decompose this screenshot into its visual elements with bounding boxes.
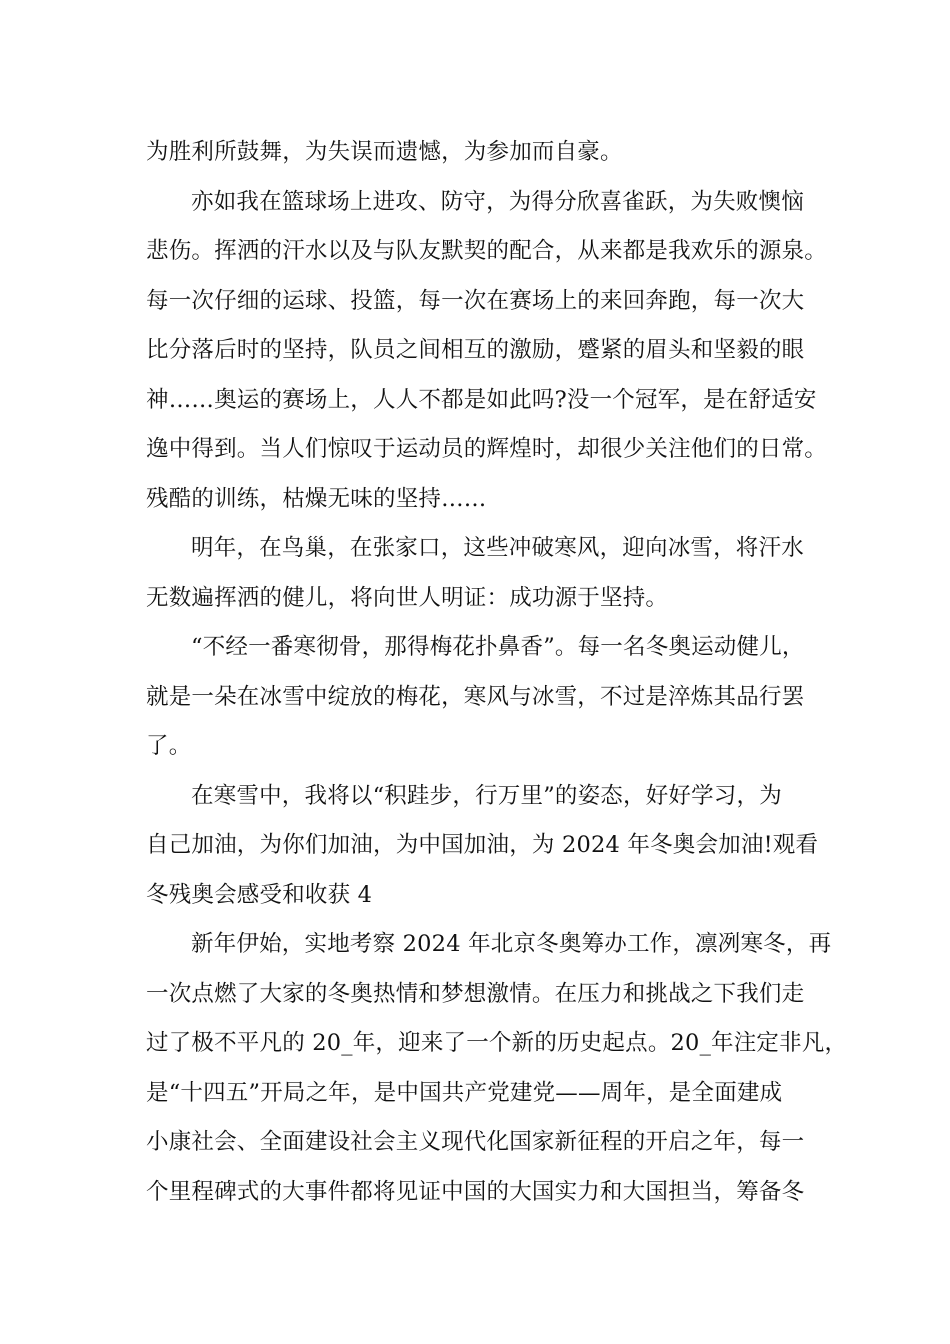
text-line-7: 逸中得到。当人们惊叹于运动员的辉煌时，却很少关注他们的日常。 (146, 436, 828, 462)
text-line-13: 了。 (146, 733, 192, 759)
body-text (146, 128, 848, 1217)
text-line-18: 一次点燃了大家的冬奥热情和梦想激情。在压力和挑战之下我们走 (146, 980, 805, 1007)
text-line-1: 为胜利所鼓舞，为失误而遗憾，为参加而自豪。 (146, 139, 623, 165)
text-line-20: 是“十四五”开局之年，是中国共产党建党——周年，是全面建成 (146, 1079, 783, 1106)
text-line-17: 新年伊始，实地考察 2024 年北京冬奥筹办工作，凛冽寒冬，再 (191, 931, 832, 957)
text-line-6: 神……奥运的赛场上，人人不都是如此吗?没一个冠军，是在舒适安 (146, 386, 817, 413)
text-line-12: 就是一朵在冰雪中绽放的梅花，寒风与冰雪，不过是淬炼其品行罢 (146, 683, 805, 710)
text-line-22: 个里程碑式的大事件都将见证中国的大国实力和大国担当，筹备冬 (146, 1178, 805, 1205)
text-line-16: 冬残奥会感受和收获 4 (146, 881, 373, 908)
text-line-8: 残酷的训练，枯燥无味的坚持…… (146, 485, 487, 512)
text-line-19: 过了极不平凡的 20_年，迎来了一个新的历史起点。20_年注定非凡， (146, 1030, 848, 1056)
text-line-4: 每一次仔细的运球、投篮，每一次在赛场上的来回奔跑，每一次大 (146, 287, 805, 314)
text-line-10: 无数遍挥洒的健儿，将向世人明证：成功源于坚持。 (146, 584, 669, 611)
text-line-14: 在寒雪中，我将以“积跬步，行万里”的姿态，好好学习，为 (191, 782, 782, 809)
text-line-9: 明年，在鸟巢，在张家口，这些冲破寒风，迎向冰雪，将汗水 (191, 535, 804, 561)
text-line-15: 自己加油，为你们加油，为中国加油，为 2024 年冬奥会加油!观看 (146, 832, 819, 858)
text-line-21: 小康社会、全面建设社会主义现代化国家新征程的开启之年，每一 (146, 1129, 805, 1155)
text-line-11: “不经一番寒彻骨，那得梅花扑鼻香”。每一名冬奥运动健儿， (191, 634, 805, 660)
text-line-2: 亦如我在篮球场上进攻、防守，为得分欣喜雀跃，为失败懊恼 (191, 188, 804, 215)
text-line-5: 比分落后时的坚持，队员之间相互的激励，蹙紧的眉头和坚毅的眼 (146, 337, 805, 363)
text-line-3: 悲伤。挥洒的汗水以及与队友默契的配合，从来都是我欢乐的源泉。 (146, 238, 828, 264)
